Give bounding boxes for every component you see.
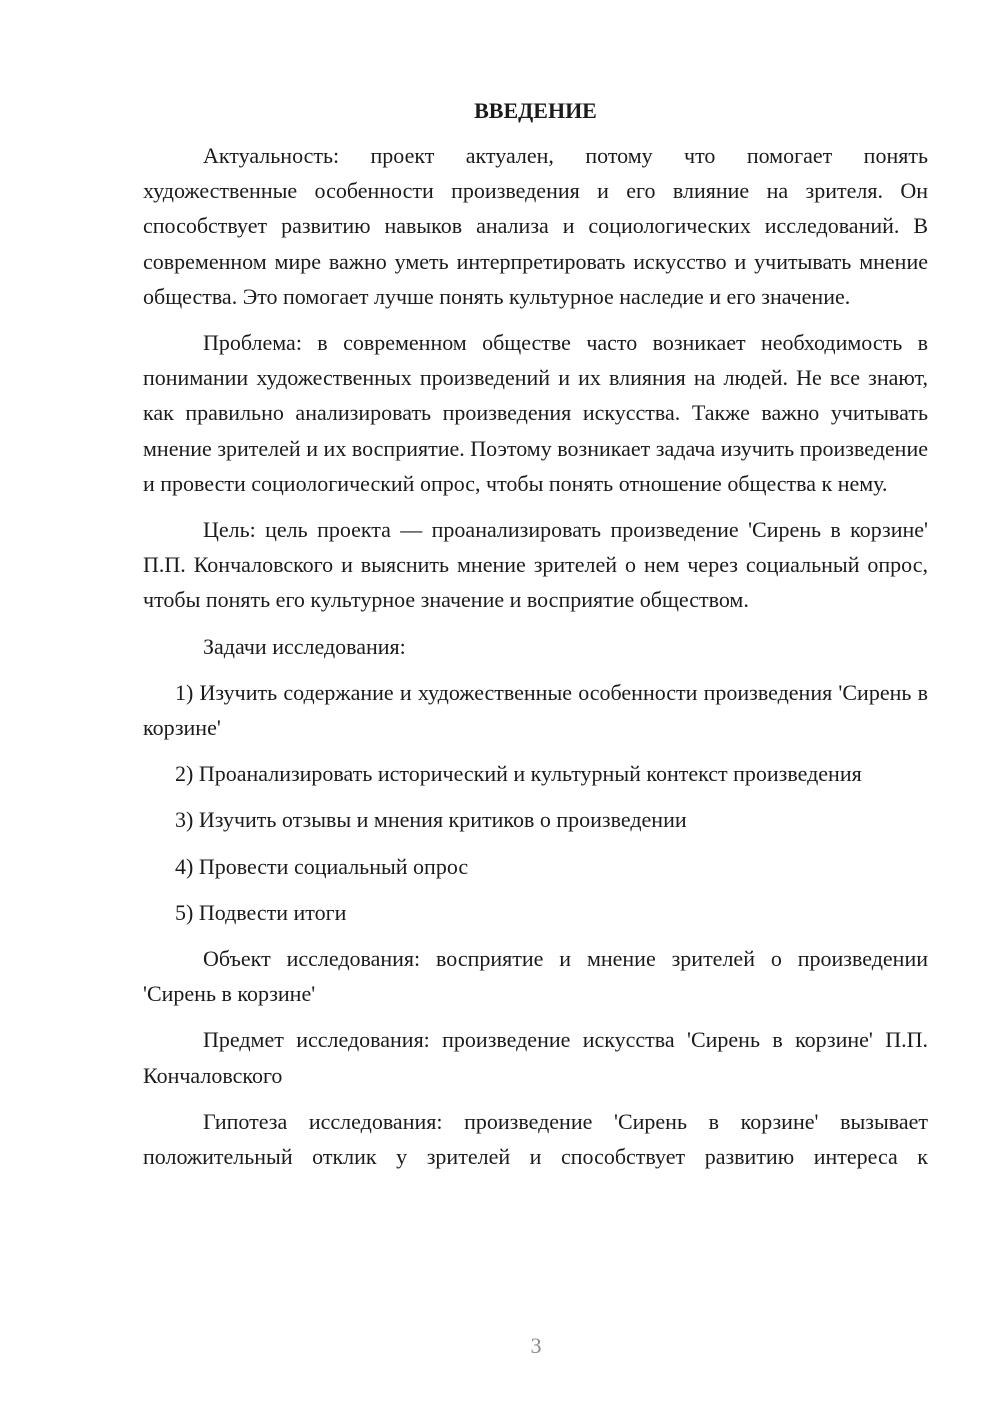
task-item-3: 3) Изучить отзывы и мнения критиков о произведении [175,807,687,833]
tasks-title: Задачи исследования: [203,633,406,659]
task-item-1: 1) Изучить содержание и художественные особенности произведения 'Сирень в корзине' [143,679,928,741]
task-item-5: 5) Подвести итоги [175,899,347,925]
paragraph-problem: Проблема: в современном обществе часто возникает необходимость в понимании художественных произведений и их влияния на людей. Не все знают, как правильно анализировать произведения искусства. Также важно учитывать мнение зрителей и их восприятие. Поэтому возникает задача изучить произведение и провести социологический опрос, чтобы понять отношение общества к нему. [143,330,928,496]
paragraph-goal: Цель: цель проекта — проанализировать произведение 'Сирень в корзине' П.П. Кончаловского и выяснить мнение зрителей о нем через социальный опрос, чтобы понять его культурное значение и восприятие обществом. [143,517,928,613]
page-body [143,93,928,1174]
paragraph-object: Объект исследования: восприятие и мнение зрителей о произведении 'Сирень в корзине' [143,946,928,1007]
paragraph-subject: Предмет исследования: произведение искусства 'Сирень в корзине' П.П. Кончаловского [143,1027,928,1088]
section-heading: ВВЕДЕНИЕ [474,98,597,123]
page-number: 3 [530,1333,542,1358]
task-item-2: 2) Проанализировать исторический и культурный контекст произведения [175,761,862,787]
paragraph-relevance: Актуальность: проект актуален, потому что помогает понять художественные особенности произведения и его влияние на зрителя. Он способствует развитию навыков анализа и социологических исследований. В современном мире важно уметь интерпретировать искусство и учитывать мнение общества. Это помогает лучше понять культурное наследие и его значение. [143,143,928,309]
task-item-4: 4) Провести социальный опрос [175,853,469,879]
paragraph-hypothesis: Гипотеза исследования: произведение 'Сирень в корзине' вызывает положительный отклик у зрителей и способствует развитию интереса к [143,1108,928,1170]
